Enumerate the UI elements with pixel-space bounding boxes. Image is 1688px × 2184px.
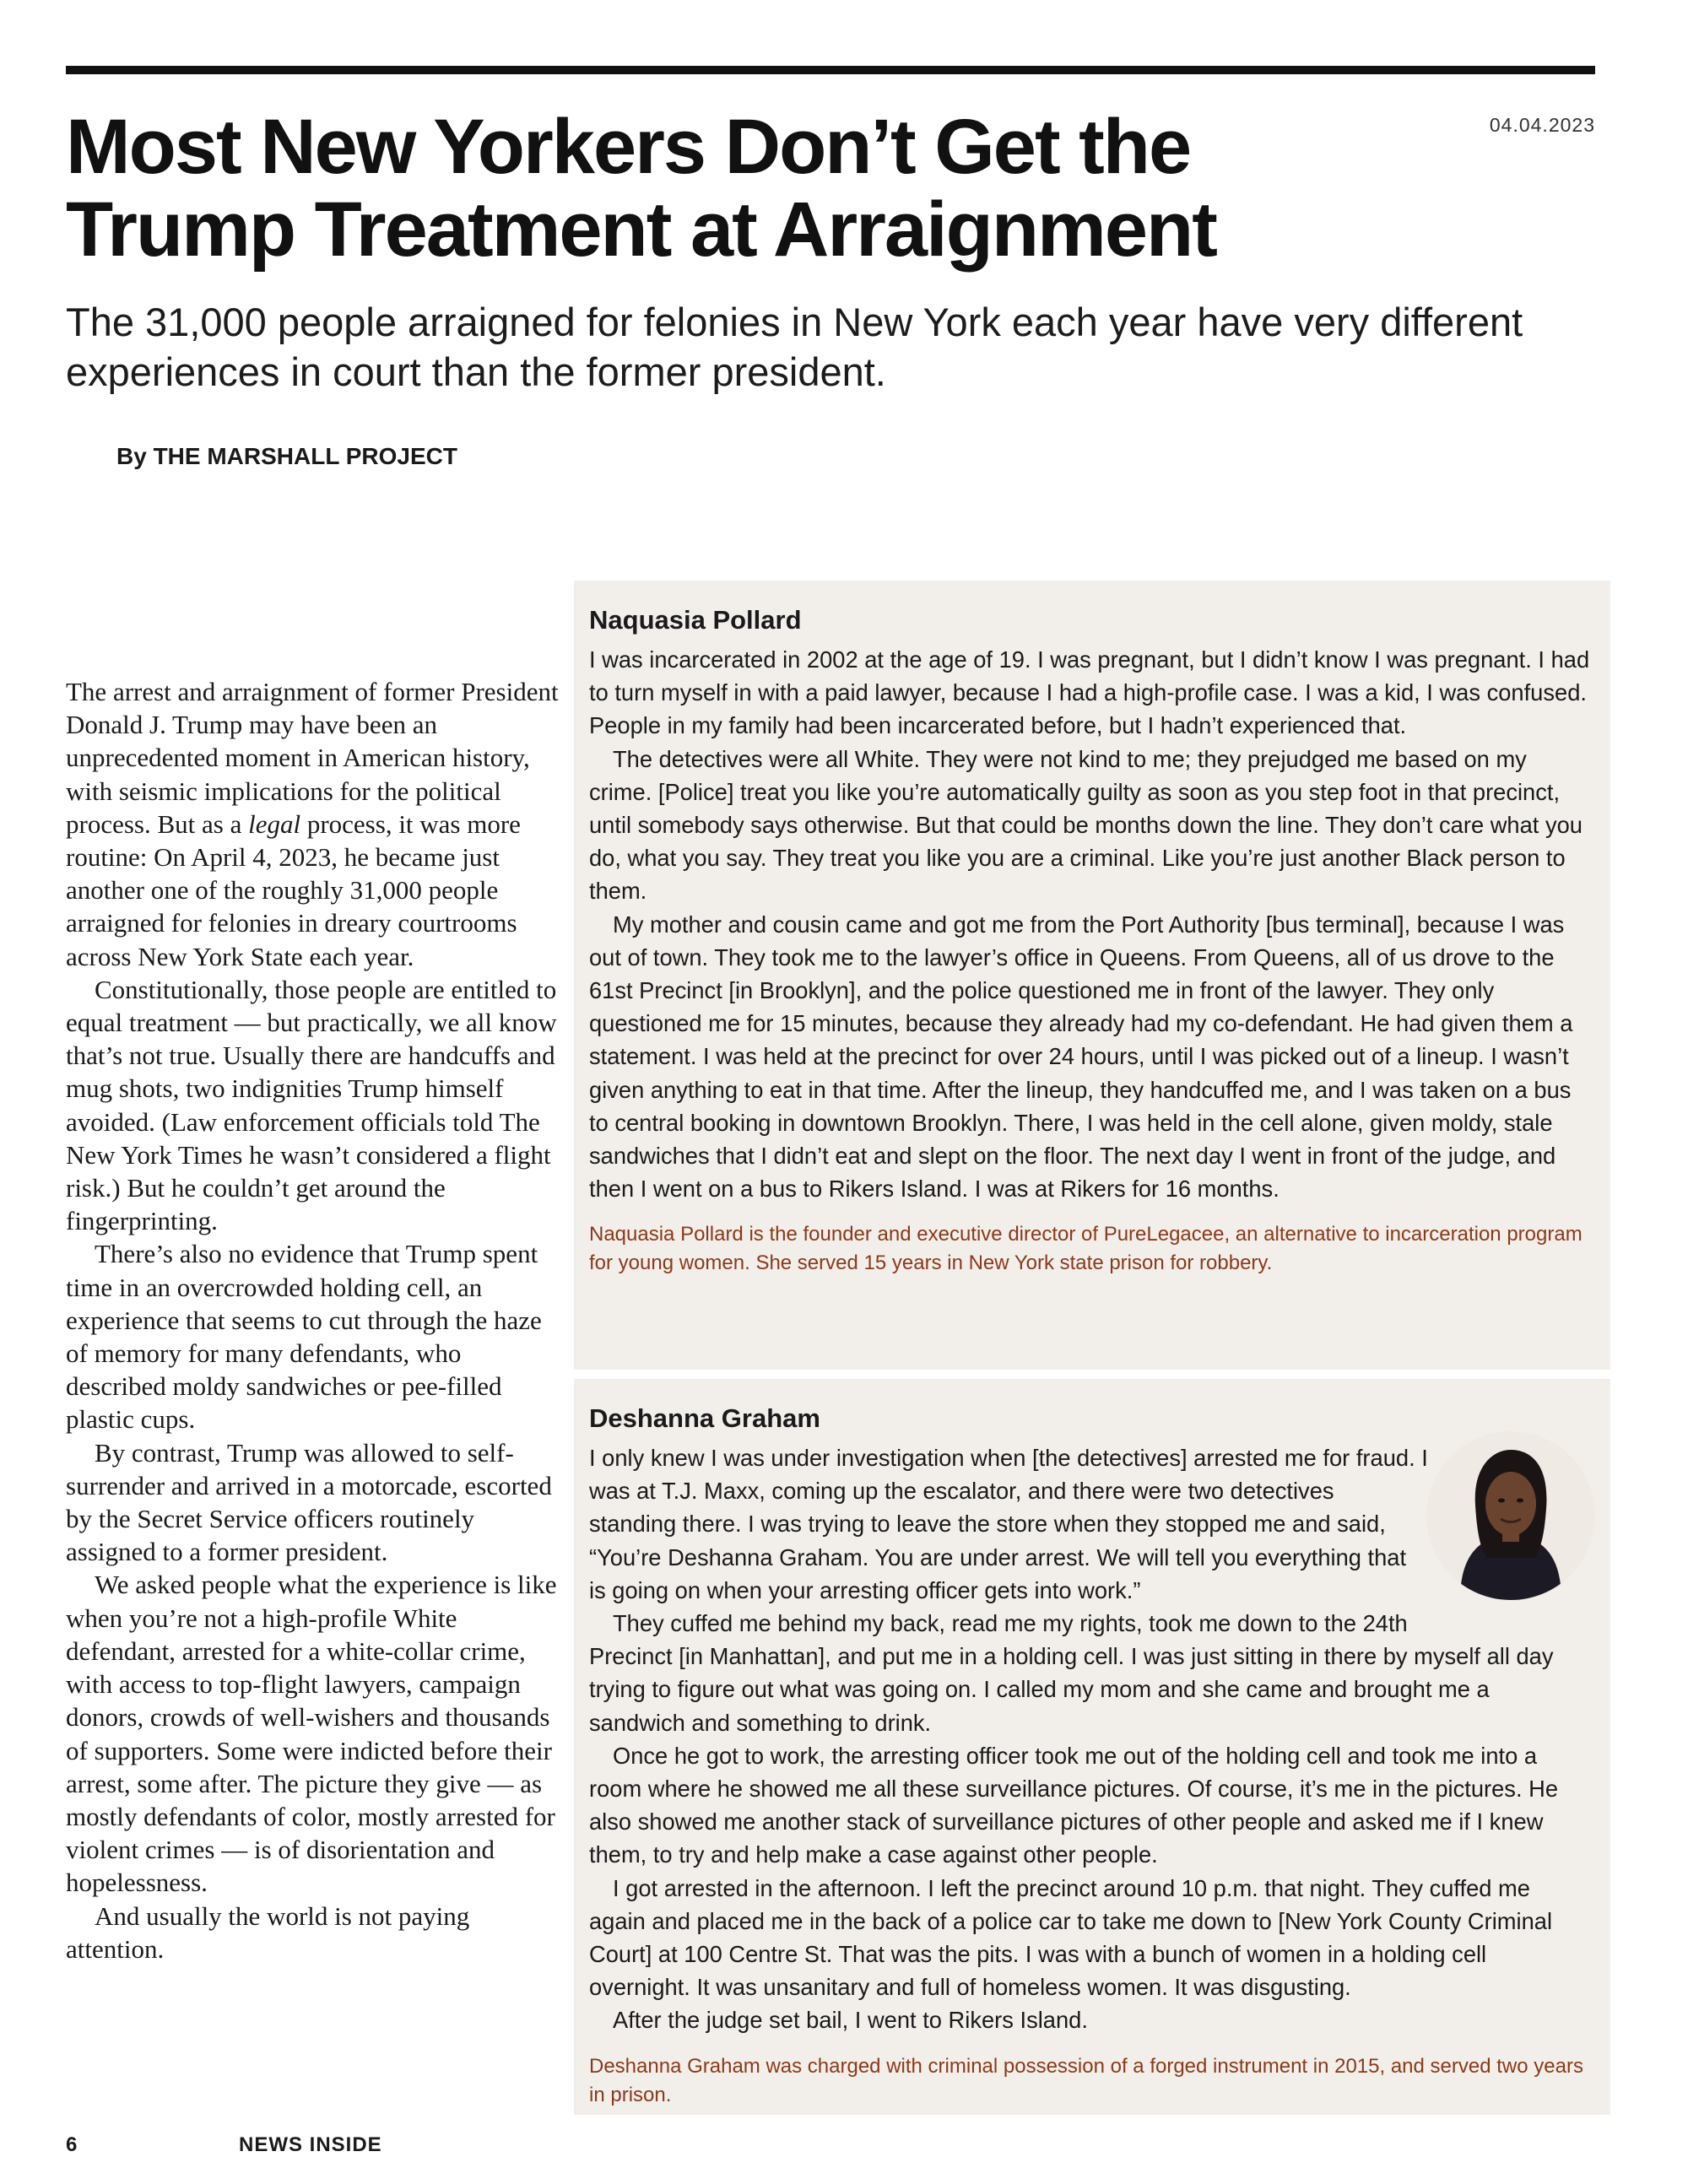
testimony-panel-pollard bbox=[574, 581, 1610, 1370]
testimony-name: Deshanna Graham bbox=[589, 1403, 820, 1433]
portrait-wrapper bbox=[1426, 1431, 1604, 1608]
body-paragraph: By contrast, Trump was allowed to self-surrender and arrived in a motorcade, escorted by the Secret Service officers routinely assigned to a former president. bbox=[66, 1437, 552, 1567]
body-paragraph: We asked people what the experience is like when you’re not a high-profile White defendant, arrested for a white-collar crime, with access to top-flight lawyers, campaign donors, crowds of well-wishers and thousands of supporters. Some were indicted before their arrest, some after. The picture they give — as mostly defendants of color, mostly arrested for violent crimes — is of disorientation and hopelessness. bbox=[66, 1570, 557, 1898]
testimony-paragraph: After the judge set bail, I went to Rikers Island. bbox=[613, 2007, 1088, 2034]
publication-name: NEWS INSIDE bbox=[239, 2133, 382, 2156]
portrait-illustration bbox=[1426, 1431, 1595, 1600]
body-text: The arrest and arraignment of former President Donald J. Trump may have been an unprecedented moment in American history, with seismic implications for the political process. But as a bbox=[66, 677, 559, 839]
portrait-photo bbox=[1426, 1431, 1595, 1600]
testimony-paragraph: Once he got to work, the arresting officer took me out of the holding cell and took me into a room where he showed me all these surveillance pictures. Of course, it’s me in the pictures. He also showed me another stack of surveillance pictures of other people and asked me if I knew them, to try and help make a case against other people. bbox=[589, 1742, 1559, 1868]
page-number: 6 bbox=[66, 2133, 78, 2156]
article-dek: The 31,000 people arraigned for felonies in New York each year have very different experiences in court than the former president. bbox=[66, 300, 1523, 394]
testimony-paragraph: I was incarcerated in 2002 at the age of 19. I was pregnant, but I didn’t know I was pregnant. I had to turn myself in with a paid lawyer, because I had a high-profile case. I was a kid, I was confused. People in my family had been incarcerated before, but I hadn’t experienced that. bbox=[589, 646, 1590, 739]
testimony-paragraph: I only knew I was under investigation when [the detectives] arrested me for fraud. I was at T.J. Maxx, coming up the escalator, and there were two detectives standing there. I was trying to leave the store when they stopped me and said, “You’re Deshanna Graham. You are under arrest. We will tell you everything that is going on when your arresting officer gets into work.” bbox=[589, 1445, 1428, 1603]
testimony-text bbox=[589, 1441, 1592, 2037]
testimony-paragraph: They cuffed me behind my back, read me my rights, took me down to the 24th Precinct [in Manhattan], and put me in a holding cell. I was just sitting in there by myself all day trying to figure out what was going on. I called my mom and she came and brought me a sandwich and something to drink. bbox=[589, 1610, 1554, 1736]
testimony-bio: Naquasia Pollard is the founder and executive director of PureLegacee, an alternative to incarceration program for young women. She served 15 years in New York state prison for robbery. bbox=[589, 1223, 1582, 1275]
top-rule bbox=[66, 66, 1595, 74]
article-title: Most New Yorkers Don’t Get the Trump Treatment at Arraignment bbox=[66, 104, 1216, 273]
testimony-bio: Deshanna Graham was charged with criminal possession of a forged instrument in 2015, and served two years in prison. bbox=[589, 2054, 1583, 2106]
body-paragraph bbox=[66, 675, 560, 973]
body-paragraph: There’s also no evidence that Trump spent time in an overcrowded holding cell, an experience that seems to cut through the haze of memory for many defendants, who described moldy sandwiches or pee-filled plastic cups. bbox=[66, 1239, 542, 1435]
testimony-text bbox=[589, 643, 1592, 1205]
testimony-paragraph: My mother and cousin came and got me from the Port Authority [bus terminal], because I was out of town. They took me to the lawyer’s office in Queens. From Queens, all of us drove to the 61st Precinct [in Brooklyn], and the police questioned me in front of the lawyer. They only questioned me for 15 minutes, because they already had my co-defendant. He had given them a statement. I was held at the precinct for over 24 hours, until I was picked out of a lineup. I wasn’t given anything to eat in that time. After the lineup, they handcuffed me, and I was taken on a bus to central booking in downtown Brooklyn. There, I was held in the cell alone, given moldy, stale sandwiches that I didn’t eat and slept on the floor. The next day I went in front of the judge, and then I went on a bus to Rikers Island. I was at Rikers for 16 months. bbox=[589, 911, 1573, 1203]
publication-date: 04.04.2023 bbox=[1489, 114, 1595, 136]
italic-word: legal bbox=[248, 808, 301, 839]
body-paragraph: And usually the world is not paying attention. bbox=[66, 1900, 470, 1964]
body-text: process, it was more routine: On April 4, 2023, he became just another one of the roughly 31,000 people arraigned for felonies in dreary courtrooms across New York State each year. bbox=[66, 808, 521, 971]
testimony-panel-graham bbox=[574, 1379, 1610, 2115]
article-body bbox=[66, 675, 560, 1965]
body-paragraph: Constitutionally, those people are entitled to equal treatment — but practically, we all know that’s not true. Usually there are handcuffs and mug shots, two indignities Trump himself avoided. (Law enforcement officials told The New York Times he wasn’t considered a flight risk.) But he couldn’t get around the fingerprinting. bbox=[66, 974, 557, 1236]
byline: By THE MARSHALL PROJECT bbox=[116, 443, 457, 469]
testimony-name: Naquasia Pollard bbox=[589, 605, 802, 635]
testimony-paragraph: I got arrested in the afternoon. I left the precinct around 10 p.m. that night. They cuffed me again and placed me in the back of a police car to take me down to [New York County Criminal Court] at 100 Centre St. That was the pits. I was with a bunch of women in a holding cell overnight. It was unsanitary and full of homeless women. It was disgusting. bbox=[589, 1874, 1553, 2001]
testimony-paragraph: The detectives were all White. They were not kind to me; they prejudged me based on my crime. [Police] treat you like you’re automatically guilty as soon as you step foot in that precinct, until somebody says otherwise. But that could be months down the line. They don’t care what you do, what you say. They treat you like you are a criminal. Like you’re just another Black person to them. bbox=[589, 745, 1582, 905]
